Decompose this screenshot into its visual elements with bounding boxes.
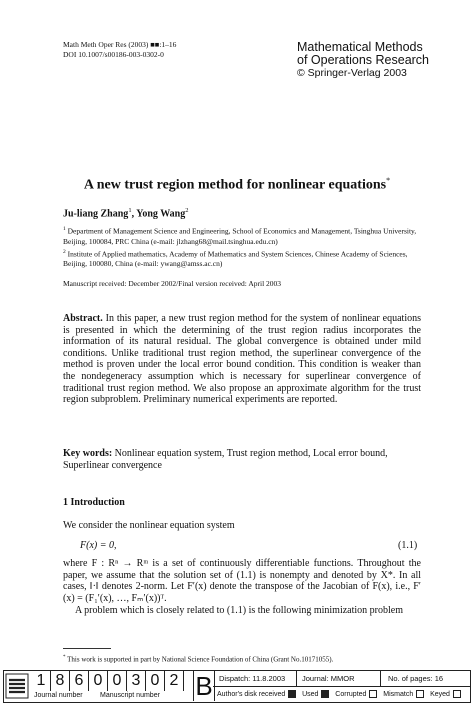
paragraph-3: A problem which is closely related to (1.1) is the following minimization problem bbox=[75, 605, 403, 616]
digit-box: 0 bbox=[89, 671, 108, 691]
received-dates: Manuscript received: December 2002/Final version received: April 2003 bbox=[63, 279, 282, 288]
keywords-text: Nonlinear equation system, Trust region method, Local error bound, Superlinear convergence bbox=[63, 448, 388, 471]
digit-box: 3 bbox=[127, 671, 146, 691]
corrupted-checkbox[interactable] bbox=[369, 690, 377, 698]
abstract-label: Abstract. bbox=[63, 313, 103, 324]
keyed-label: Keyed bbox=[430, 690, 450, 698]
abstract-text: In this paper, a new trust region method for the system of nonlinear equations is presented in which the determining of the trust region radius incorporates the information of its natural residual. The global convergence is obtained under mild conditions. Unlike traditional trust region method, the superlinear convergence of the method is proven under the local error bound condition. This condition is weaker than the nondegeneracy assumption which is necessary for superlinear convergence of traditional trust region method. We also propose an approximate algorithm for the trust region subproblem. Preliminary numerical experiments are reported. bbox=[63, 313, 421, 406]
journal-imprint bbox=[297, 41, 429, 80]
disk-status-row bbox=[217, 690, 461, 698]
disk-received-label: Author's disk received bbox=[217, 690, 286, 698]
corrupted-label: Corrupted bbox=[335, 690, 367, 698]
equation: F(x) = 0, bbox=[80, 540, 117, 551]
author-1: Ju-liang Zhang bbox=[63, 208, 129, 220]
footnote-text: This work is supported in part by National Science Foundation of China (Grant No.10171055). bbox=[65, 655, 334, 664]
authors bbox=[63, 207, 188, 219]
paper-title bbox=[0, 176, 474, 194]
title-text: A new trust region method for nonlinear equations bbox=[83, 177, 387, 193]
stage-letter: B bbox=[193, 671, 215, 701]
author-2: Yong Wang bbox=[136, 208, 186, 220]
digit-box: 0 bbox=[146, 671, 165, 691]
affiliation-1-text: Department of Management Science and Engineering, School of Economics and Management, Tsinghua University, Beijing, 100084, PRC China (e-mail: jlzhang68@mail.tsinghua.edu.cn) bbox=[63, 226, 417, 246]
footnote-mark: * bbox=[63, 655, 66, 660]
page-count: No. of pages: 16 bbox=[388, 674, 444, 683]
journal-name-line1: Mathematical Methods bbox=[297, 40, 423, 54]
journal-name-line2: of Operations Research bbox=[297, 53, 430, 67]
affiliation-2-sup: 2 bbox=[63, 248, 66, 255]
author-1-sup: 1 bbox=[128, 207, 132, 214]
disk-received-checkbox[interactable] bbox=[288, 690, 296, 698]
dispatch-divider bbox=[213, 686, 471, 687]
affiliation-1 bbox=[63, 224, 423, 247]
journal-number-label: Journal number bbox=[34, 692, 83, 699]
mismatch-checkbox[interactable] bbox=[416, 690, 424, 698]
digit-box: 8 bbox=[51, 671, 70, 691]
digit-box: 1 bbox=[32, 671, 51, 691]
manuscript-number-label: Manuscript number bbox=[100, 692, 160, 699]
dispatch-date: Dispatch: 11.8.2003 bbox=[219, 674, 286, 683]
journal-code: Journal: MMOR bbox=[302, 674, 355, 683]
title-footnote-mark: * bbox=[386, 176, 391, 185]
keyed-checkbox[interactable] bbox=[453, 690, 461, 698]
dispatch-separator bbox=[296, 671, 297, 687]
copyright: © Springer-Verlag 2003 bbox=[297, 67, 407, 79]
digit-box: 0 bbox=[108, 671, 127, 691]
paragraph-2: where F : Rⁿ → Rᵐ is a set of continuously differentiable functions. Throughout the paper, we assume that the solution set of (1.1) is nonempty and denoted by X*. In all cases, ‖·‖ denotes 2-norm. Let F′(x) denote the transpose of the Jacobian of F(x), i.e., F′(x) = (F₁′(x), …, Fₘ′(x))ᵀ. bbox=[63, 558, 421, 604]
equation-number: (1.1) bbox=[398, 540, 418, 551]
digit-box: 6 bbox=[70, 671, 89, 691]
citation: Math Meth Oper Res (2003) ■■:1–16 bbox=[63, 40, 177, 49]
used-checkbox[interactable] bbox=[321, 690, 329, 698]
paragraph-1: We consider the nonlinear equation system bbox=[63, 520, 235, 531]
author-2-sup: 2 bbox=[185, 207, 189, 214]
abstract bbox=[63, 313, 421, 406]
affiliation-2-text: Institute of Applied mathematics, Academy of Mathematics and System Sciences, Chinese Academy of Sciences, Beijing, 100080, China (e-mail: ywang@amss.ac.cn) bbox=[63, 249, 408, 268]
affiliation-1-sup: 1 bbox=[63, 226, 66, 232]
dispatch-separator bbox=[380, 671, 381, 687]
author-separator: , bbox=[131, 208, 137, 220]
manuscript-digits bbox=[32, 671, 184, 691]
footnote bbox=[63, 655, 333, 663]
used-label: Used bbox=[302, 690, 319, 698]
footnote-rule bbox=[63, 648, 111, 649]
keywords-label: Key words: bbox=[63, 448, 113, 459]
affiliations bbox=[63, 224, 423, 269]
doi: DOI 10.1007/s00186-003-0302-0 bbox=[63, 49, 164, 59]
citation-block bbox=[63, 40, 176, 59]
affiliation-2 bbox=[63, 247, 423, 270]
barcode-icon bbox=[5, 673, 29, 699]
digit-box: 2 bbox=[165, 671, 184, 691]
mismatch-label: Mismatch bbox=[383, 690, 414, 698]
keywords bbox=[63, 448, 421, 471]
section-heading: 1 Introduction bbox=[63, 497, 125, 508]
